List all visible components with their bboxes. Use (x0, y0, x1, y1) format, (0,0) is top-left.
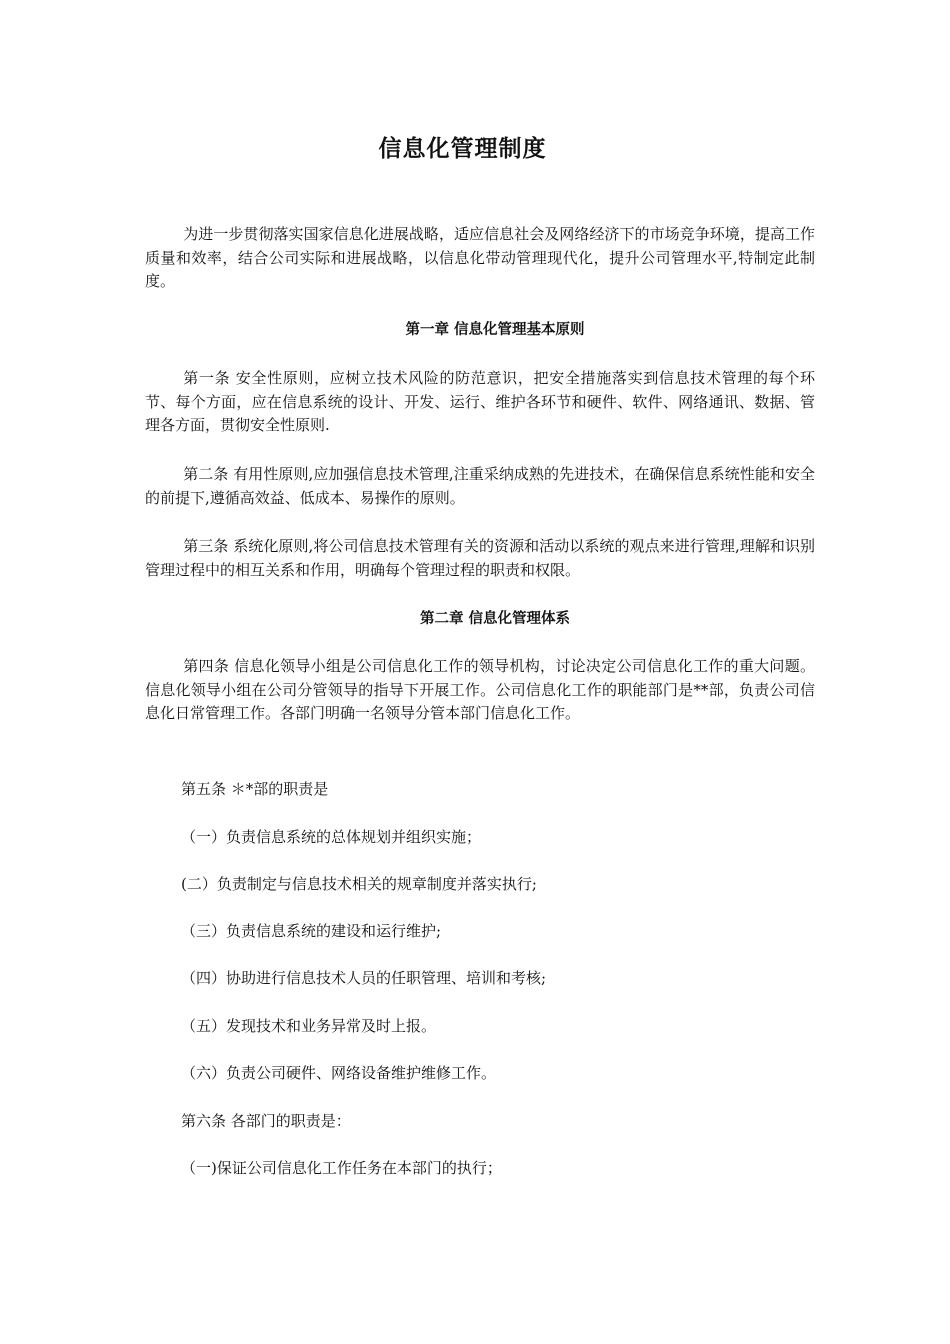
intro-paragraph: 为进一步贯彻落实国家信息化进展战略，适应信息社会及网络经济下的市场竞争环境，提高工作质量和效率，结合公司实际和进展战略，以信息化带动管理现代化，提升公司管理水平,特制定此制度。 (145, 225, 815, 290)
article-6-item-1: （一)保证公司信息化工作任务在本部门的执行； (181, 1159, 502, 1177)
chapter-2-heading: 第二章 信息化管理体系 (419, 611, 571, 627)
article-5-item-6: （六）负责公司硬件、网络设备维护维修工作。 (181, 1064, 497, 1082)
article-4-paragraph: 第四条 信息化领导小组是公司信息化工作的领导机构，讨论决定公司信息化工作的重大问题。信息化领导小组在公司分管领导的指导下开展工作。公司信息化工作的职能部门是**部，负责公司信息化日常管理工作。各部门明确一名领导分管本部门信息化工作。 (145, 657, 815, 722)
article-5-item-1: （一）负责信息系统的总体规划并组织实施； (181, 828, 482, 846)
article-2-paragraph: 第二条 有用性原则,应加强信息技术管理,注重采纳成熟的先进技术，在确保信息系统性能和安全的前提下,遵循高效益、低成本、易操作的原则。 (145, 465, 815, 507)
article-1-paragraph: 第一条 安全性原则，应树立技术风险的防范意识，把安全措施落实到信息技术管理的每个环节、每个方面，应在信息系统的设计、开发、运行、维护各环节和硬件、软件、网络通讯、数据、管理各方面，贯彻安全性原则. (145, 369, 815, 434)
article-5-item-4: （四）协助进行信息技术人员的任职管理、培训和考核; (181, 969, 547, 987)
article-6-line: 第六条 各部门的职责是： (181, 1112, 351, 1130)
document-title: 信息化管理制度 (378, 136, 547, 162)
chapter-1-heading: 第一章 信息化管理基本原则 (405, 322, 585, 338)
article-5-item-2: (二）负责制定与信息技术相关的规章制度并落实执行; (181, 875, 537, 893)
article-5-line: 第五条 ＊*部的职责是 (181, 780, 329, 798)
article-5-item-3: （三）负责信息系统的建设和运行维护; (181, 922, 442, 940)
article-3-paragraph: 第三条 系统化原则,将公司信息技术管理有关的资源和活动以系统的观点来进行管理,理解和识别管理过程中的相互关系和作用，明确每个管理过程的职责和权限。 (145, 537, 815, 579)
article-5-item-5: （五）发现技术和业务异常及时上报。 (181, 1017, 437, 1035)
